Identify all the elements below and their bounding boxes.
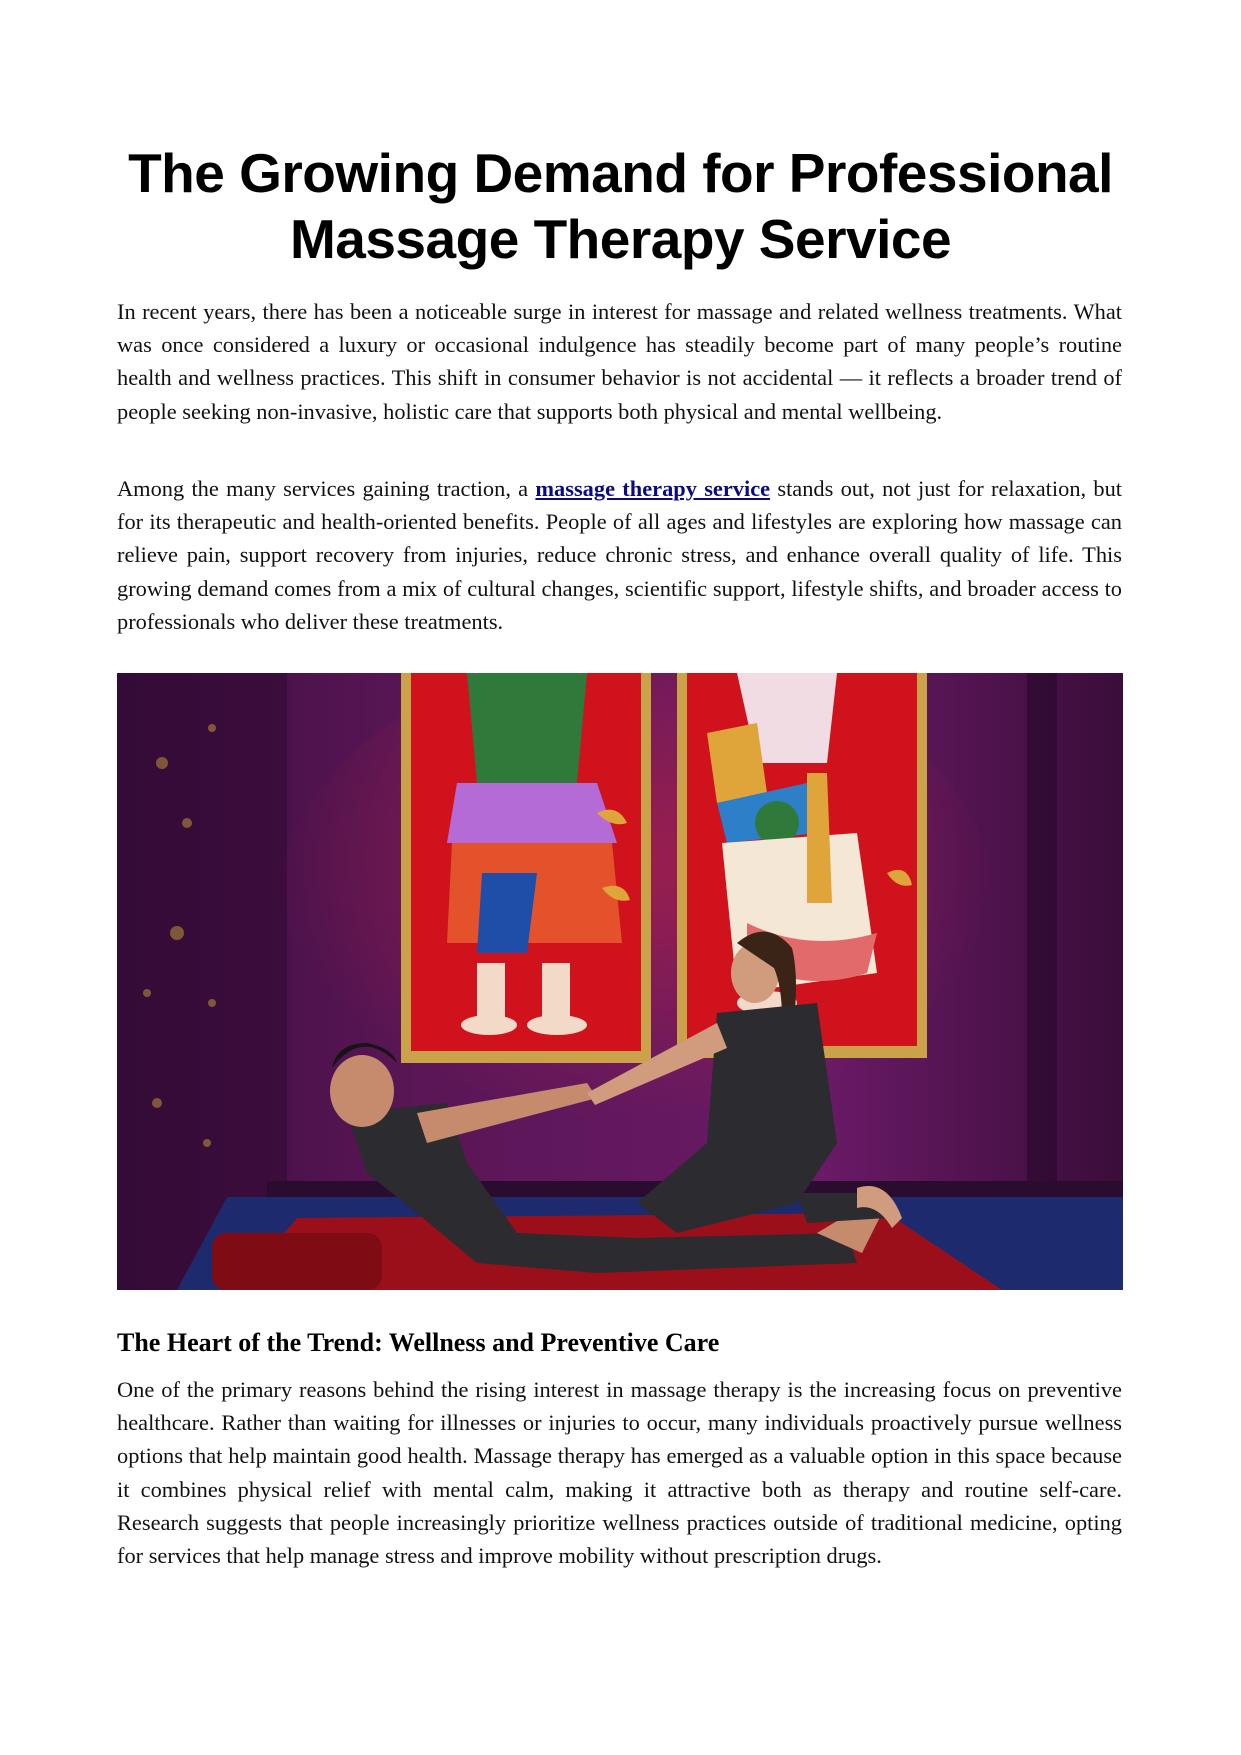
left-painting bbox=[401, 673, 651, 1063]
cushion bbox=[212, 1233, 382, 1290]
massage-therapy-service-link[interactable]: massage therapy service bbox=[535, 476, 771, 501]
section-heading-wellness: The Heart of the Trend: Wellness and Preventive Care bbox=[117, 1328, 720, 1357]
section-paragraph-wellness: One of the primary reasons behind the rising interest in massage therapy is the increasing focus on preventive healthcare. Rather than waiting for illnesses or injuries to occur, many individuals proactively pursue wellness options that help maintain good health. Massage therapy has emerged as a valuable option in this space because it combines physical relief with mental calm, making it attractive both as therapy and routine self-care. Research suggests that people increasingly prioritize wellness practices outside of traditional medicine, opting for services that help manage stress and improve mobility without prescription drugs. bbox=[117, 1377, 1122, 1569]
second-paragraph bbox=[117, 472, 1122, 638]
thai-massage-photo bbox=[117, 673, 1123, 1290]
intro-paragraph: In recent years, there has been a noticeable surge in interest for massage and related wellness treatments. What was once considered a luxury or occasional indulgence has steadily become part of many people’s routine health and wellness practices. This shift in consumer behavior is not accidental — it reflects a broader trend of people seeking non-invasive, holistic care that supports both physical and mental wellbeing. bbox=[117, 299, 1122, 424]
title-line-2: Massage Therapy Service bbox=[289, 208, 952, 270]
paragraph2-after: stands out, not just for relaxation, but for its therapeutic and health-oriented benefits. People of all ages and lifestyles are exploring how massage can relieve pain, support recovery from injuries, reduce chronic stress, and enhance overall quality of life. This growing demand comes from a mix of cultural changes, scientific support, lifestyle shifts, and broader access to professionals who deliver these treatments. bbox=[117, 476, 1122, 634]
title-line-1: The Growing Demand for Professional bbox=[128, 142, 1113, 204]
right-painting bbox=[677, 673, 927, 1058]
paragraph2-before: Among the many services gaining traction, a bbox=[117, 476, 536, 501]
article-title bbox=[60, 140, 1181, 272]
